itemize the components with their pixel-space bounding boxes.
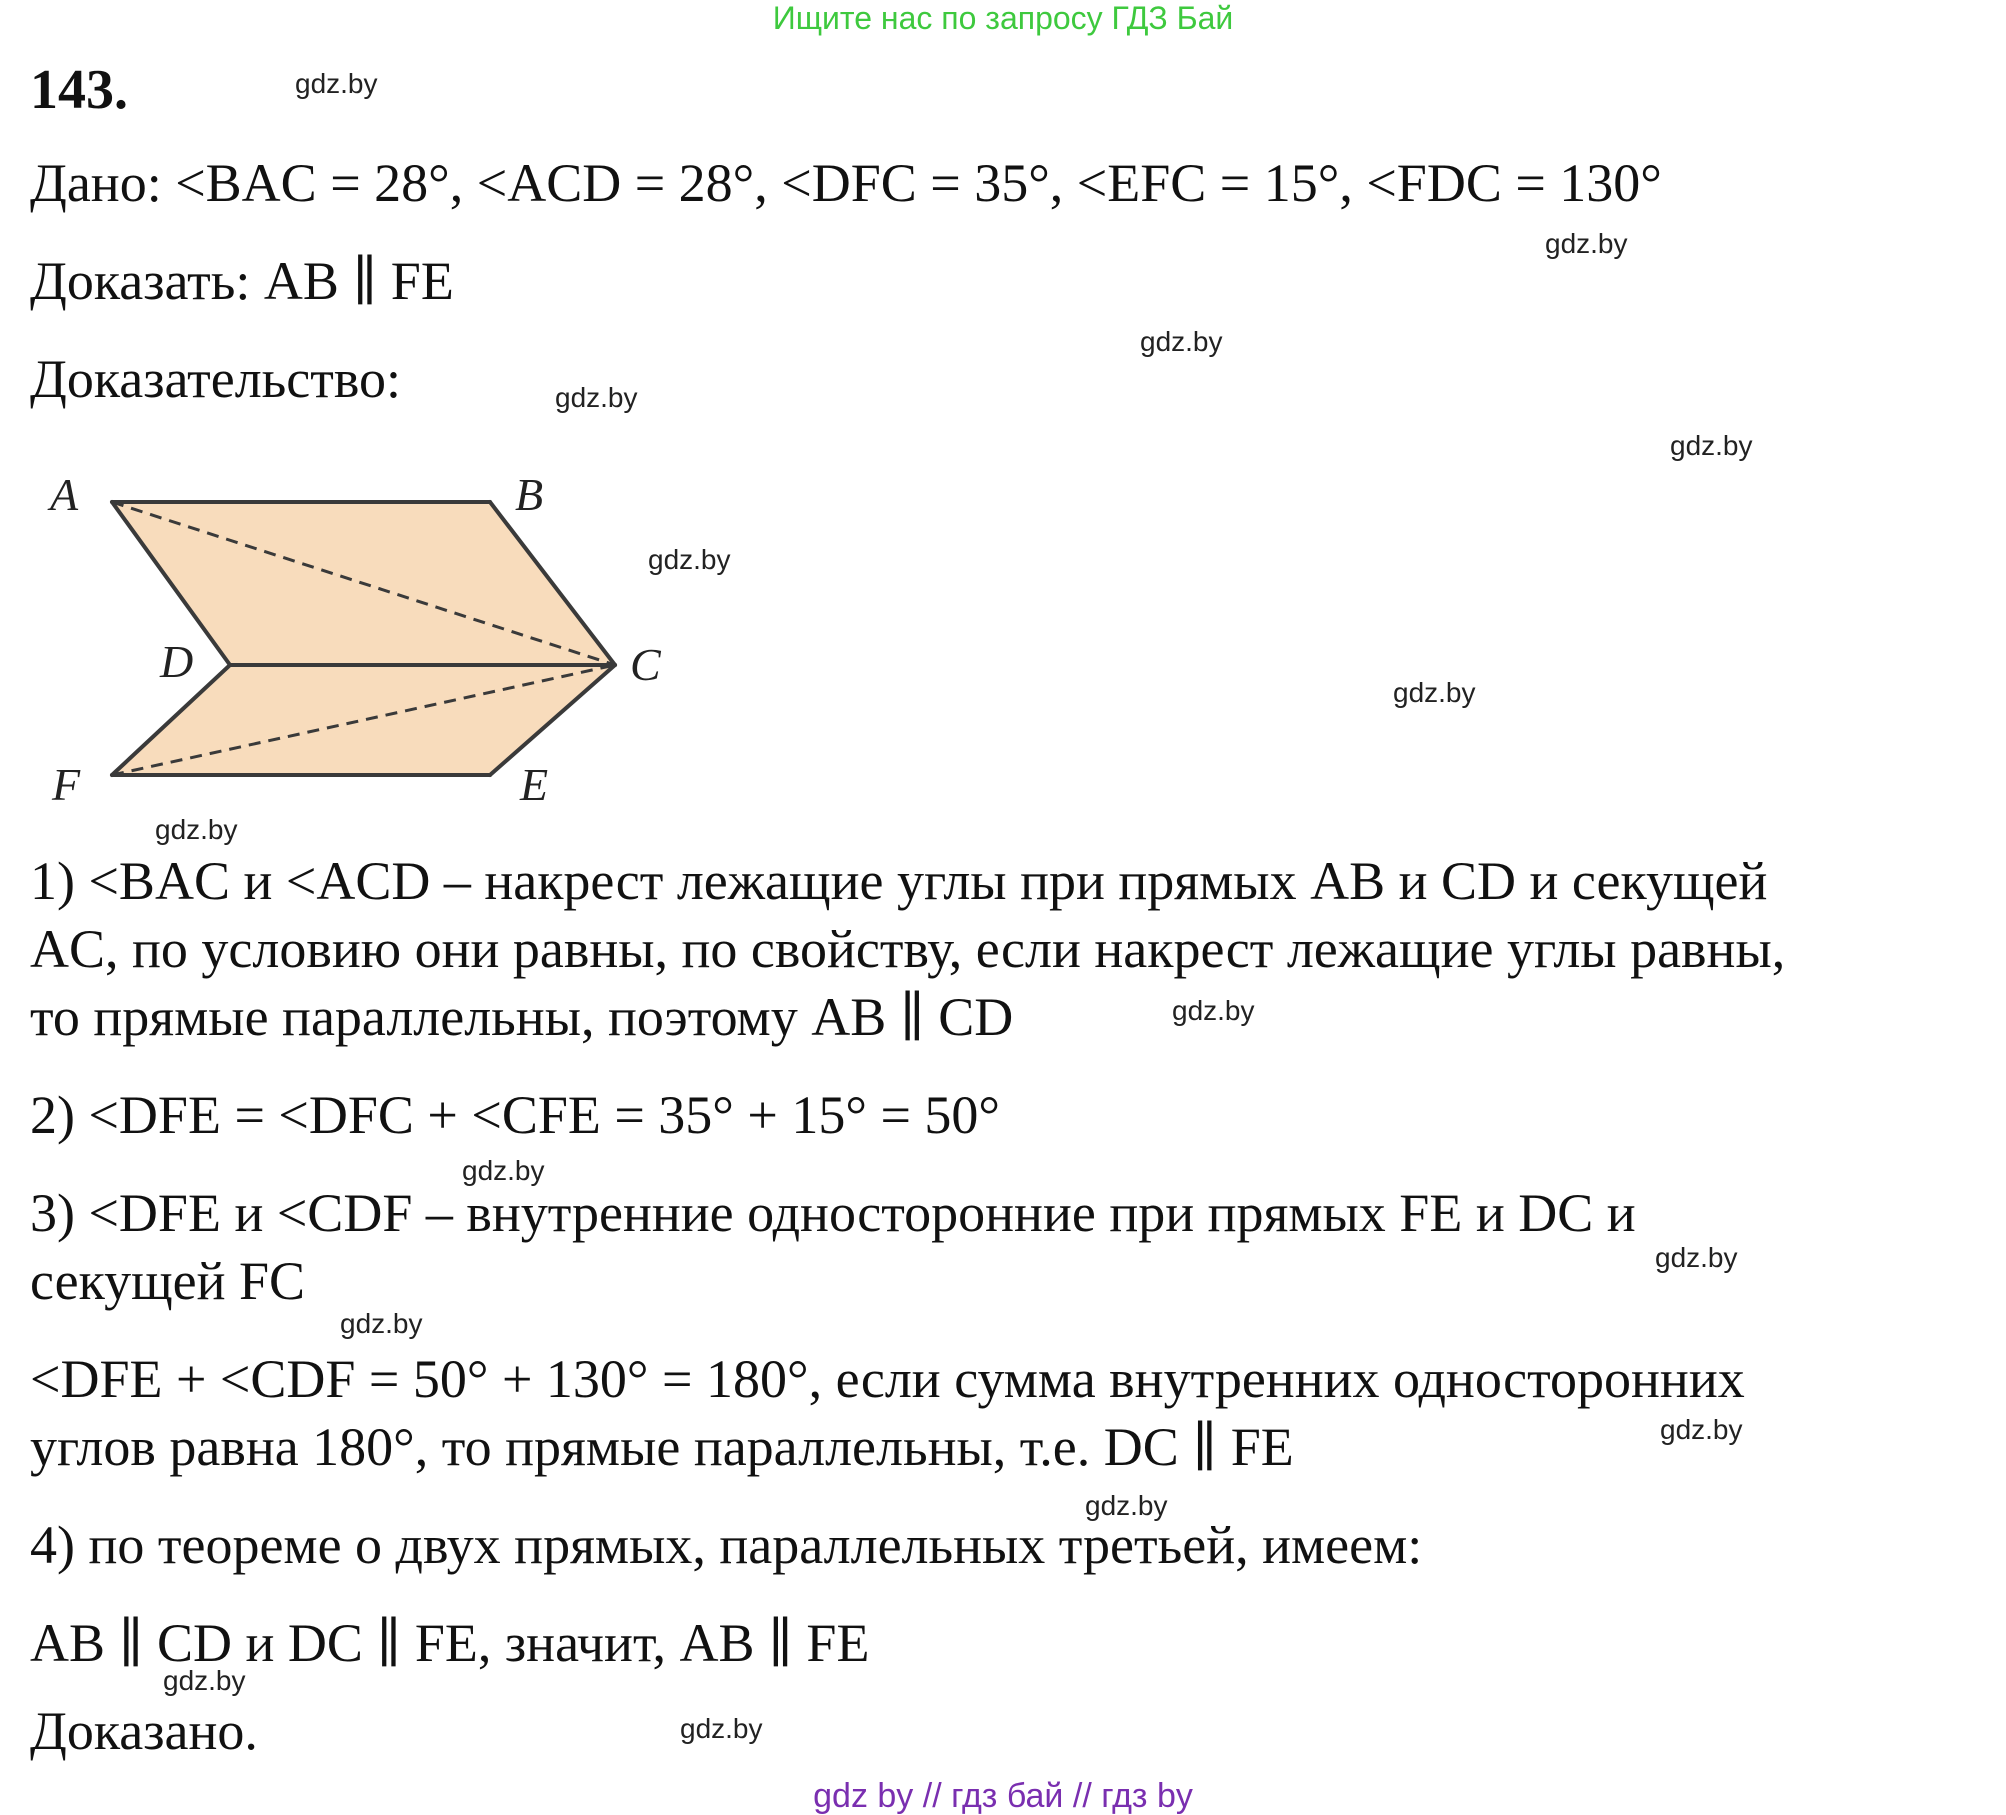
step-line: 4) по теореме о двух прямых, параллельных третьей, имеем: [30, 1515, 1423, 1575]
watermark: gdz.by [1655, 1242, 1738, 1273]
step-line: 3) <DFE и <CDF – внутренние односторонние при прямых FE и DC и [30, 1183, 1636, 1243]
step-line: то прямые параллельны, поэтому AB ∥ CD [30, 987, 1014, 1047]
proof-heading: Доказательство: [30, 349, 401, 409]
label-c: C [630, 639, 661, 690]
step-line: <DFE + <CDF = 50° + 130° = 180°, если сумма внутренних односторонних [30, 1349, 1745, 1409]
step-line: углов равна 180°, то прямые параллельны, т.е. DC ∥ FE [30, 1417, 1294, 1477]
watermark: gdz.by [1393, 677, 1476, 708]
watermark: gdz.by [1140, 326, 1223, 357]
label-f: F [52, 759, 81, 810]
step-line: 1) <BAC и <ACD – накрест лежащие углы при прямых AB и CD и секущей [30, 851, 1768, 911]
watermark: gdz.by [163, 1665, 246, 1696]
top-banner: Ищите нас по запросу ГДЗ Бай [772, 0, 1234, 36]
step-line: секущей FC [30, 1251, 306, 1311]
watermark: gdz.by [295, 68, 378, 99]
watermark: gdz.by [1670, 430, 1753, 461]
step-line: 2) <DFE = <DFC + <CFE = 35° + 15° = 50° [30, 1085, 1000, 1145]
conclusion-line: Доказано. [30, 1701, 258, 1761]
problem-number: 143. [30, 59, 128, 121]
label-e: E [520, 759, 549, 810]
watermark: gdz.by [155, 814, 238, 845]
watermark: gdz.by [340, 1308, 423, 1339]
watermark: gdz.by [1545, 228, 1628, 259]
step-line: AC, по условию они равны, по свойству, если накрест лежащие углы равны, [30, 919, 1786, 979]
label-d: D [160, 636, 194, 687]
label-a: A [50, 469, 79, 520]
watermark: gdz.by [648, 544, 731, 575]
step-line: AB ∥ CD и DC ∥ FE, значит, AB ∥ FE [30, 1613, 870, 1673]
geometry-figure [40, 455, 680, 815]
bottom-banner: gdz by // гдз бай // гдз by [813, 1777, 1193, 1815]
watermark: gdz.by [1085, 1490, 1168, 1521]
prove-line: Доказать: AB ∥ FE [30, 251, 454, 311]
watermark: gdz.by [462, 1155, 545, 1186]
watermark: gdz.by [1660, 1414, 1743, 1445]
label-b: B [515, 469, 544, 520]
watermark: gdz.by [1172, 995, 1255, 1026]
given-line: Дано: <BAC = 28°, <ACD = 28°, <DFC = 35°, <EFC = 15°, <FDC = 130° [30, 153, 1662, 213]
watermark: gdz.by [555, 382, 638, 413]
watermark: gdz.by [680, 1713, 763, 1744]
